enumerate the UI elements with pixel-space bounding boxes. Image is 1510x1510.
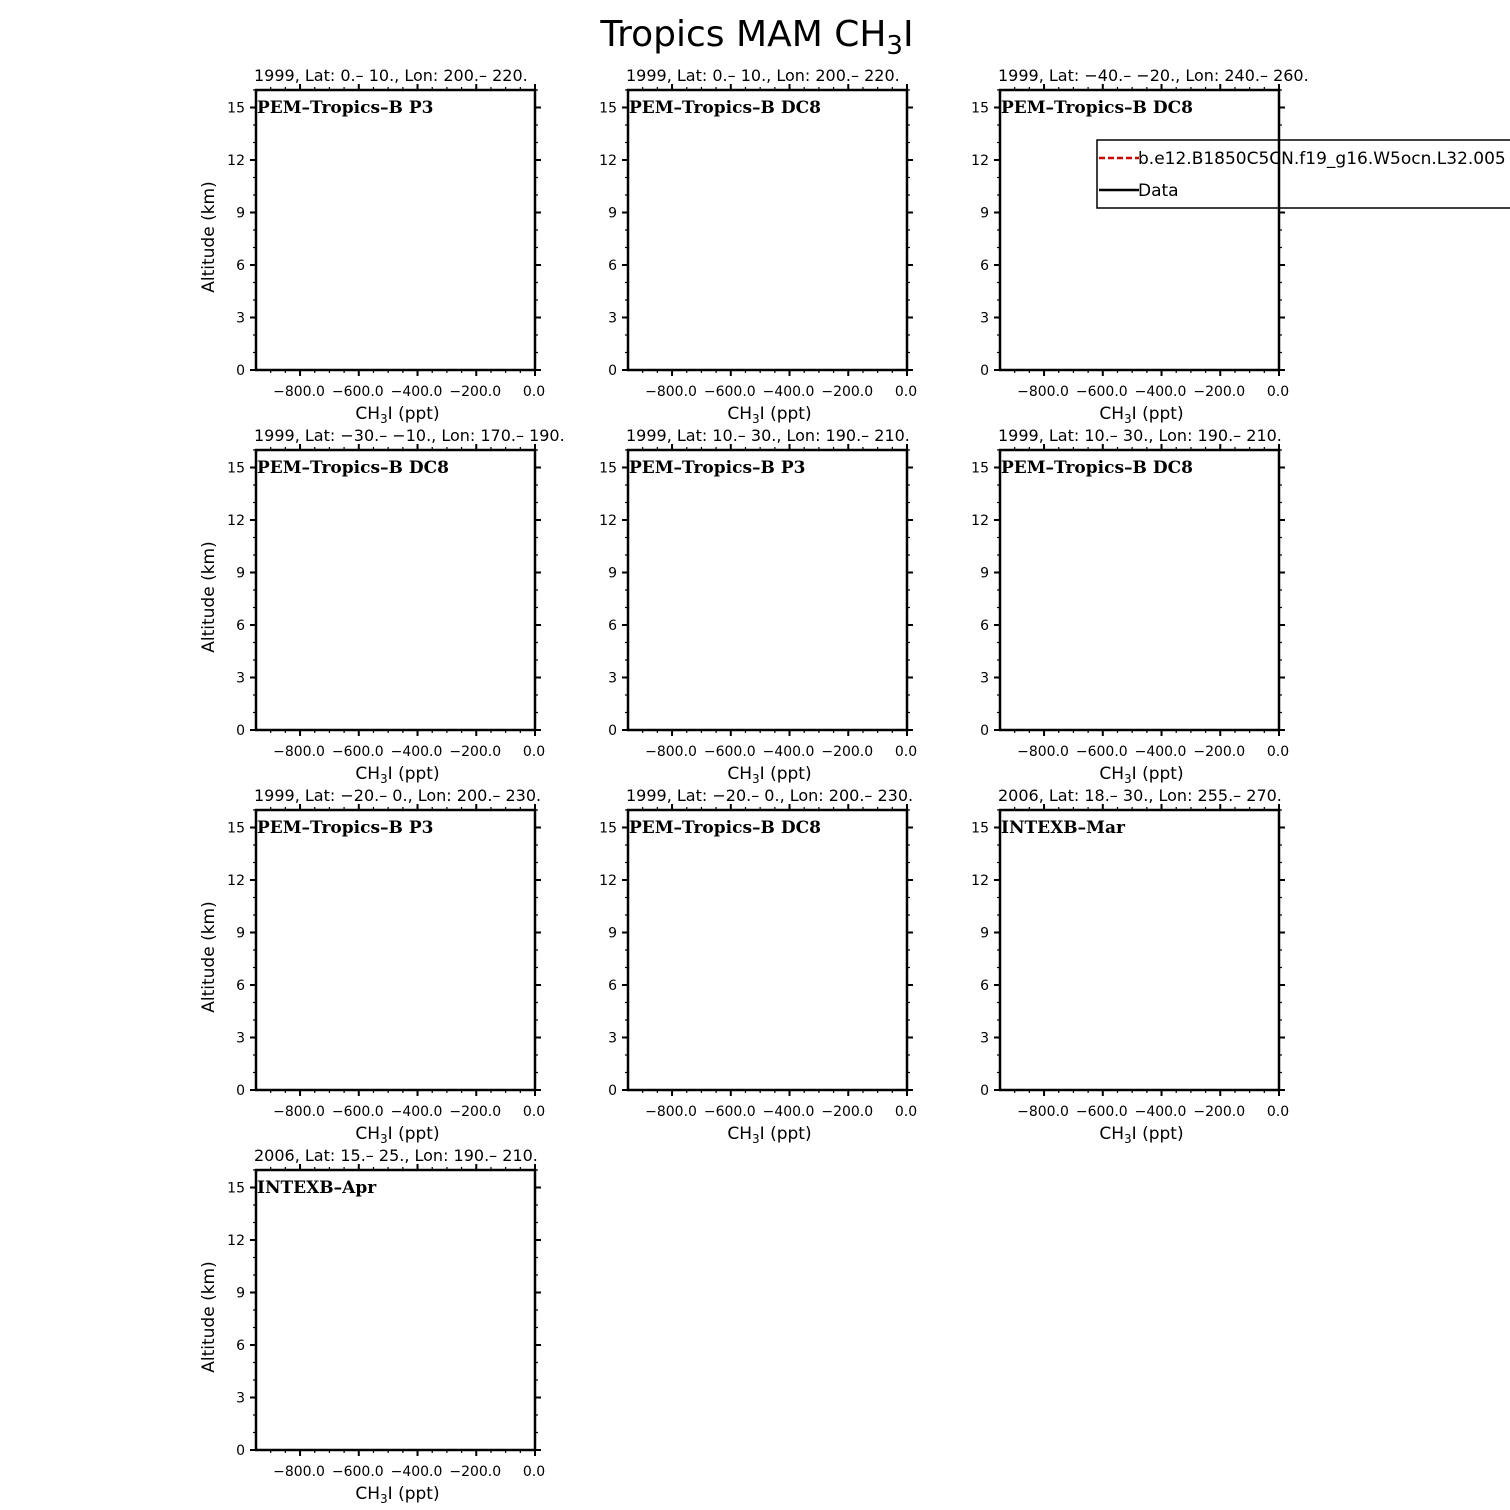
campaign-label: PEM–Tropics–B P3 bbox=[257, 818, 434, 838]
y-tick-label: 6 bbox=[980, 618, 989, 634]
y-tick-label: 9 bbox=[980, 565, 989, 582]
y-tick-label: 6 bbox=[980, 258, 989, 274]
x-tick-label: −200.0 bbox=[449, 384, 502, 400]
y-tick-label: 6 bbox=[608, 618, 617, 634]
panel-title: 1999, Lat: −40.– −20., Lon: 240.– 260. bbox=[998, 66, 1309, 85]
legend-label: Data bbox=[1138, 181, 1179, 201]
y-tick-label: 0 bbox=[608, 1083, 617, 1099]
panel-title: 1999, Lat: −30.– −10., Lon: 170.– 190. bbox=[254, 426, 565, 445]
x-tick-label: −600.0 bbox=[703, 384, 756, 400]
x-tick-label: −600.0 bbox=[331, 1104, 384, 1120]
figure-title: Tropics MAM $CH_3I$ bbox=[600, 14, 914, 61]
x-axis-label: $CH_3I$ (ppt) bbox=[355, 1124, 440, 1146]
panel-3 bbox=[971, 66, 1309, 426]
y-tick-label: 12 bbox=[227, 873, 245, 889]
panel-1 bbox=[199, 66, 545, 426]
y-tick-label: 12 bbox=[227, 513, 245, 529]
campaign-label: PEM–Tropics–B DC8 bbox=[1001, 98, 1193, 118]
y-tick-label: 9 bbox=[236, 925, 245, 942]
y-axis-label: Altitude (km) bbox=[199, 901, 219, 1013]
y-tick-label: 0 bbox=[980, 1083, 989, 1099]
y-tick-label: 9 bbox=[236, 565, 245, 582]
y-tick-label: 15 bbox=[227, 1180, 245, 1197]
x-axis-label: $CH_3I$ (ppt) bbox=[1099, 404, 1184, 426]
x-tick-label: −800.0 bbox=[1017, 744, 1069, 760]
legend bbox=[1097, 140, 1510, 208]
y-tick-label: 15 bbox=[971, 460, 989, 477]
campaign-label: PEM–Tropics–B DC8 bbox=[1001, 458, 1193, 478]
panel-7 bbox=[199, 786, 545, 1146]
panel-5 bbox=[599, 426, 917, 786]
y-tick-label: 15 bbox=[599, 460, 617, 477]
y-tick-label: 0 bbox=[608, 723, 617, 739]
plot-frame bbox=[1000, 90, 1279, 370]
y-tick-label: 12 bbox=[227, 153, 245, 169]
x-tick-label: −800.0 bbox=[645, 384, 697, 400]
x-tick-label: −800.0 bbox=[273, 1464, 325, 1480]
panel-4 bbox=[199, 426, 565, 786]
panel-title: 1999, Lat: 10.– 30., Lon: 190.– 210. bbox=[626, 426, 910, 445]
y-tick-label: 15 bbox=[227, 820, 245, 837]
y-tick-label: 9 bbox=[608, 565, 617, 582]
y-tick-label: 3 bbox=[236, 670, 245, 687]
x-tick-label: −600.0 bbox=[331, 744, 384, 760]
y-tick-label: 6 bbox=[608, 978, 617, 994]
y-tick-label: 12 bbox=[599, 513, 617, 529]
y-tick-label: 6 bbox=[980, 978, 989, 994]
x-tick-label: −400.0 bbox=[1134, 744, 1187, 760]
x-tick-label: 0.0 bbox=[894, 1104, 918, 1120]
x-tick-label: −400.0 bbox=[762, 1104, 815, 1120]
plot-frame bbox=[628, 450, 907, 730]
x-tick-label: −800.0 bbox=[645, 744, 697, 760]
x-tick-label: 0.0 bbox=[1266, 744, 1290, 760]
plot-frame bbox=[256, 450, 535, 730]
x-tick-label: −200.0 bbox=[1193, 1104, 1246, 1120]
x-tick-label: 0.0 bbox=[894, 384, 918, 400]
y-tick-label: 3 bbox=[236, 1030, 245, 1047]
y-tick-label: 0 bbox=[236, 1443, 245, 1459]
x-tick-label: −400.0 bbox=[390, 1104, 443, 1120]
y-tick-label: 9 bbox=[236, 1285, 245, 1302]
x-tick-label: −600.0 bbox=[1075, 1104, 1128, 1120]
y-tick-label: 0 bbox=[236, 363, 245, 379]
y-tick-label: 3 bbox=[608, 1030, 617, 1047]
y-tick-label: 3 bbox=[608, 670, 617, 687]
x-tick-label: 0.0 bbox=[522, 744, 546, 760]
y-tick-label: 15 bbox=[227, 460, 245, 477]
plot-frame bbox=[256, 810, 535, 1090]
y-tick-label: 9 bbox=[980, 925, 989, 942]
y-tick-label: 0 bbox=[236, 1083, 245, 1099]
y-tick-label: 15 bbox=[227, 100, 245, 117]
y-tick-label: 3 bbox=[980, 670, 989, 687]
x-tick-label: 0.0 bbox=[522, 1464, 546, 1480]
x-tick-label: −800.0 bbox=[1017, 384, 1069, 400]
y-tick-label: 6 bbox=[236, 978, 245, 994]
y-tick-label: 15 bbox=[971, 820, 989, 837]
x-axis-label: $CH_3I$ (ppt) bbox=[355, 1484, 440, 1506]
panel-9 bbox=[971, 786, 1289, 1146]
plot-frame bbox=[628, 90, 907, 370]
y-tick-label: 0 bbox=[980, 723, 989, 739]
x-axis-label: $CH_3I$ (ppt) bbox=[1099, 764, 1184, 786]
x-tick-label: −200.0 bbox=[821, 1104, 874, 1120]
panel-2 bbox=[599, 66, 917, 426]
x-tick-label: −400.0 bbox=[1134, 1104, 1187, 1120]
y-tick-label: 6 bbox=[236, 1338, 245, 1354]
panel-title: 2006, Lat: 15.– 25., Lon: 190.– 210. bbox=[254, 1146, 538, 1165]
x-tick-label: −400.0 bbox=[762, 744, 815, 760]
panel-6 bbox=[971, 426, 1289, 786]
y-tick-label: 12 bbox=[599, 153, 617, 169]
x-tick-label: −600.0 bbox=[331, 384, 384, 400]
campaign-label: PEM–Tropics–B P3 bbox=[629, 458, 806, 478]
campaign-label: PEM–Tropics–B P3 bbox=[257, 98, 434, 118]
x-tick-label: −600.0 bbox=[1075, 384, 1128, 400]
plot-frame bbox=[256, 90, 535, 370]
y-tick-label: 15 bbox=[599, 100, 617, 117]
y-tick-label: 0 bbox=[236, 723, 245, 739]
y-tick-label: 9 bbox=[608, 925, 617, 942]
x-tick-label: 0.0 bbox=[522, 1104, 546, 1120]
campaign-label: INTEXB–Mar bbox=[1001, 818, 1125, 838]
x-tick-label: −400.0 bbox=[762, 384, 815, 400]
legend-label: b.e12.B1850C5CN.f19_g16.W5ocn.L32.005 bbox=[1138, 149, 1506, 169]
campaign-label: PEM–Tropics–B DC8 bbox=[629, 98, 821, 118]
y-tick-label: 0 bbox=[608, 363, 617, 379]
x-tick-label: −400.0 bbox=[390, 1464, 443, 1480]
x-axis-label: $CH_3I$ (ppt) bbox=[355, 404, 440, 426]
panel-10 bbox=[199, 1146, 545, 1506]
panel-8 bbox=[599, 786, 917, 1146]
plot-frame bbox=[1000, 810, 1279, 1090]
y-tick-label: 3 bbox=[236, 1390, 245, 1407]
x-tick-label: −200.0 bbox=[449, 744, 502, 760]
campaign-label: PEM–Tropics–B DC8 bbox=[257, 458, 449, 478]
x-tick-label: −600.0 bbox=[331, 1464, 384, 1480]
x-axis-label: $CH_3I$ (ppt) bbox=[727, 1124, 812, 1146]
y-axis-label: Altitude (km) bbox=[199, 181, 219, 293]
plot-frame bbox=[628, 810, 907, 1090]
plot-frame bbox=[256, 1170, 535, 1450]
y-tick-label: 15 bbox=[971, 100, 989, 117]
x-tick-label: −200.0 bbox=[1193, 744, 1246, 760]
x-tick-label: 0.0 bbox=[1266, 384, 1290, 400]
y-tick-label: 9 bbox=[236, 205, 245, 222]
x-tick-label: −800.0 bbox=[1017, 1104, 1069, 1120]
x-tick-label: −200.0 bbox=[449, 1464, 502, 1480]
x-tick-label: −400.0 bbox=[390, 744, 443, 760]
x-tick-label: −600.0 bbox=[1075, 744, 1128, 760]
x-axis-label: $CH_3I$ (ppt) bbox=[727, 764, 812, 786]
x-axis-label: $CH_3I$ (ppt) bbox=[1099, 1124, 1184, 1146]
panel-title: 2006, Lat: 18.– 30., Lon: 255.– 270. bbox=[998, 786, 1282, 805]
y-tick-label: 3 bbox=[980, 310, 989, 327]
x-tick-label: −600.0 bbox=[703, 744, 756, 760]
x-tick-label: −200.0 bbox=[821, 384, 874, 400]
y-tick-label: 3 bbox=[608, 310, 617, 327]
y-tick-label: 12 bbox=[971, 153, 989, 169]
y-tick-label: 15 bbox=[599, 820, 617, 837]
y-tick-label: 9 bbox=[608, 205, 617, 222]
panel-title: 1999, Lat: −20.– 0., Lon: 200.– 230. bbox=[626, 786, 914, 805]
y-axis-label: Altitude (km) bbox=[199, 1261, 219, 1373]
x-tick-label: −800.0 bbox=[273, 1104, 325, 1120]
y-tick-label: 12 bbox=[599, 873, 617, 889]
y-tick-label: 12 bbox=[971, 513, 989, 529]
y-tick-label: 12 bbox=[971, 873, 989, 889]
panel-title: 1999, Lat: 10.– 30., Lon: 190.– 210. bbox=[998, 426, 1282, 445]
y-tick-label: 6 bbox=[236, 258, 245, 274]
y-tick-label: 6 bbox=[236, 618, 245, 634]
plot-frame bbox=[1000, 450, 1279, 730]
x-tick-label: −600.0 bbox=[703, 1104, 756, 1120]
panel-title: 1999, Lat: 0.– 10., Lon: 200.– 220. bbox=[254, 66, 528, 85]
x-tick-label: 0.0 bbox=[1266, 1104, 1290, 1120]
panels bbox=[199, 66, 1309, 1506]
y-tick-label: 6 bbox=[608, 258, 617, 274]
x-tick-label: 0.0 bbox=[894, 744, 918, 760]
x-tick-label: −800.0 bbox=[273, 384, 325, 400]
y-axis-label: Altitude (km) bbox=[199, 541, 219, 653]
y-tick-label: 3 bbox=[980, 1030, 989, 1047]
x-tick-label: −800.0 bbox=[645, 1104, 697, 1120]
campaign-label: INTEXB–Apr bbox=[257, 1178, 377, 1198]
x-tick-label: 0.0 bbox=[522, 384, 546, 400]
y-tick-label: 3 bbox=[236, 310, 245, 327]
x-axis-label: $CH_3I$ (ppt) bbox=[355, 764, 440, 786]
x-tick-label: −200.0 bbox=[821, 744, 874, 760]
y-tick-label: 9 bbox=[980, 205, 989, 222]
campaign-label: PEM–Tropics–B DC8 bbox=[629, 818, 821, 838]
panel-title: 1999, Lat: 0.– 10., Lon: 200.– 220. bbox=[626, 66, 900, 85]
x-tick-label: −200.0 bbox=[449, 1104, 502, 1120]
x-axis-label: $CH_3I$ (ppt) bbox=[727, 404, 812, 426]
x-tick-label: −400.0 bbox=[390, 384, 443, 400]
x-tick-label: −800.0 bbox=[273, 744, 325, 760]
x-tick-label: −200.0 bbox=[1193, 384, 1246, 400]
x-tick-label: −400.0 bbox=[1134, 384, 1187, 400]
y-tick-label: 12 bbox=[227, 1233, 245, 1249]
panel-title: 1999, Lat: −20.– 0., Lon: 200.– 230. bbox=[254, 786, 542, 805]
y-tick-label: 0 bbox=[980, 363, 989, 379]
